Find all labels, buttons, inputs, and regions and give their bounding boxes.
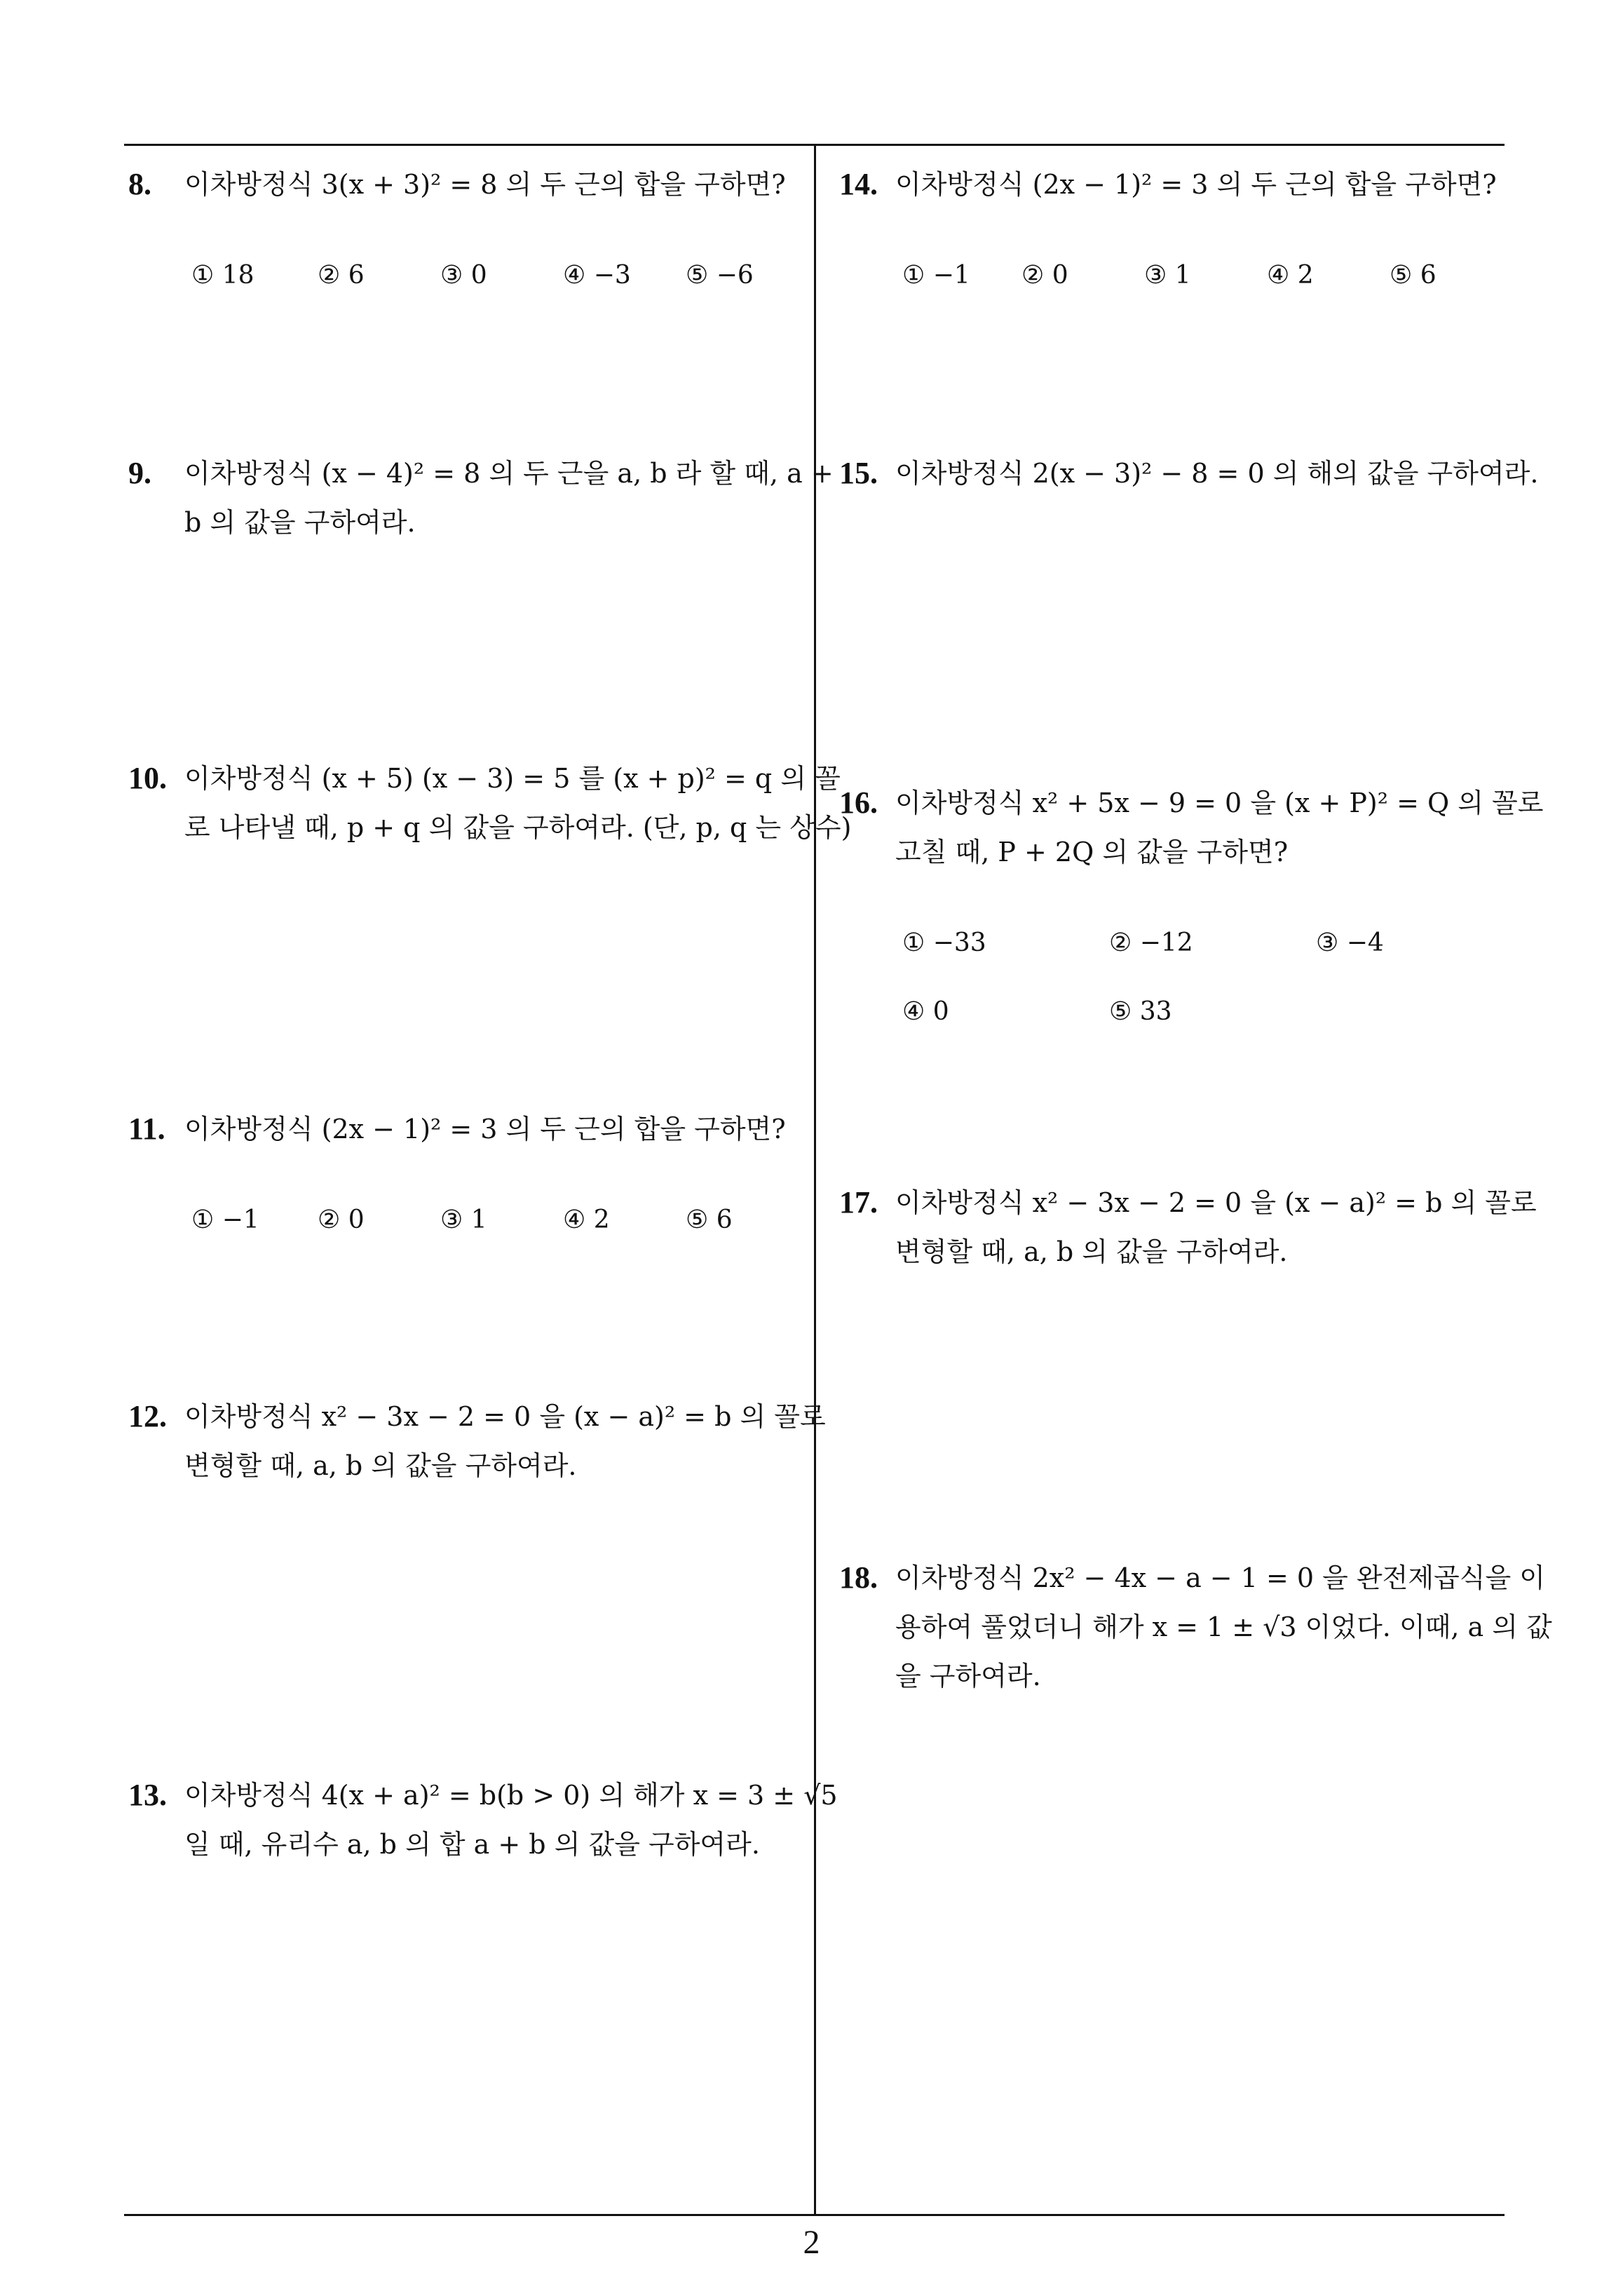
choice-4[interactable]: ④ −3 [563, 261, 631, 290]
problem-9 [128, 449, 857, 547]
problem-text: 이차방정식 x² − 3x − 2 = 0 을 (x − a)² = b 의 꼴로 변형할 때, a, b 의 값을 구하여라. [895, 1187, 1537, 1267]
choice-5[interactable]: ⑤ 33 [1109, 997, 1172, 1026]
problem-text: 이차방정식 x² + 5x − 9 = 0 을 (x + P)² = Q 의 꼴로 고칠 때, P + 2Q 의 값을 구하면? [895, 788, 1544, 867]
problem-11 [128, 1105, 857, 1234]
problem-10 [128, 754, 857, 852]
problem-text: 이차방정식 4(x + a)² = b(b > 0) 의 해가 x = 3 ± √5 일 때, 유리수 a, b 의 합 a + b 의 값을 구하여라. [184, 1780, 838, 1860]
choice-2[interactable]: ② 0 [318, 1206, 365, 1234]
problem-number: 16. [839, 785, 878, 820]
problem-text: 이차방정식 2(x − 3)² − 8 = 0 의 해의 값을 구하여라. [895, 458, 1539, 489]
choice-1[interactable]: ① −33 [902, 928, 986, 957]
problem-text: 이차방정식 x² − 3x − 2 = 0 을 (x − a)² = b 의 꼴로 변형할 때, a, b 의 값을 구하여라. [184, 1401, 826, 1481]
page-number: 2 [803, 2224, 820, 2261]
problem-number: 11. [128, 1112, 165, 1146]
choice-5[interactable]: ⑤ −6 [686, 261, 754, 290]
choice-3[interactable]: ③ 1 [1144, 261, 1191, 290]
choice-1[interactable]: ① −1 [902, 261, 970, 290]
choice-4[interactable]: ④ 0 [902, 997, 949, 1026]
choice-4[interactable]: ④ 2 [1267, 261, 1314, 290]
choice-5[interactable]: ⑤ 6 [1390, 261, 1437, 290]
choice-4[interactable]: ④ 2 [563, 1206, 610, 1234]
choice-2[interactable]: ② 6 [318, 261, 365, 290]
problem-number: 18. [839, 1560, 878, 1595]
problem-13 [128, 1771, 857, 1869]
choice-1[interactable]: ① −1 [191, 1206, 259, 1234]
problem-17 [839, 1178, 1568, 1276]
problem-text: 이차방정식 2x² − 4x − a − 1 = 0 을 완전제곱식을 이용하여 풀었더니 해가 x = 1 ± √3 이었다. 이때, a 의 값을 구하여라. [895, 1562, 1552, 1691]
problem-number: 15. [839, 456, 878, 490]
problem-16 [839, 778, 1568, 1026]
bottom-rule [124, 2214, 1505, 2216]
problem-text: 이차방정식 (2x − 1)² = 3 의 두 근의 합을 구하면? [895, 169, 1497, 200]
choice-2[interactable]: ② −12 [1109, 928, 1193, 957]
choice-3[interactable]: ③ 0 [440, 261, 487, 290]
problem-number: 17. [839, 1185, 878, 1220]
problem-number: 9. [128, 456, 151, 490]
problem-number: 8. [128, 167, 151, 201]
problem-text: 이차방정식 (x − 4)² = 8 의 두 근을 a, b 라 할 때, a + b 의 값을 구하여라. [184, 458, 834, 538]
problem-text: 이차방정식 (x + 5) (x − 3) = 5 를 (x + p)² = q 의 꼴로 나타낼 때, p + q 의 값을 구하여라. (단, p, q 는 상수) [184, 763, 852, 843]
problem-number: 10. [128, 761, 167, 795]
choice-1[interactable]: ① 18 [191, 261, 254, 290]
problem-15 [839, 449, 1568, 498]
problem-14 [839, 160, 1568, 290]
problem-8 [128, 160, 857, 290]
problem-18 [839, 1553, 1568, 1701]
problem-text: 이차방정식 3(x + 3)² = 8 의 두 근의 합을 구하면? [184, 169, 786, 200]
choice-3[interactable]: ③ −4 [1316, 928, 1384, 957]
problem-number: 14. [839, 167, 878, 201]
problem-text: 이차방정식 (2x − 1)² = 3 의 두 근의 합을 구하면? [184, 1114, 786, 1144]
choice-3[interactable]: ③ 1 [440, 1206, 487, 1234]
problem-12 [128, 1392, 857, 1490]
choice-2[interactable]: ② 0 [1021, 261, 1068, 290]
problem-number: 12. [128, 1399, 167, 1433]
problem-number: 13. [128, 1778, 167, 1812]
choice-5[interactable]: ⑤ 6 [686, 1206, 733, 1234]
